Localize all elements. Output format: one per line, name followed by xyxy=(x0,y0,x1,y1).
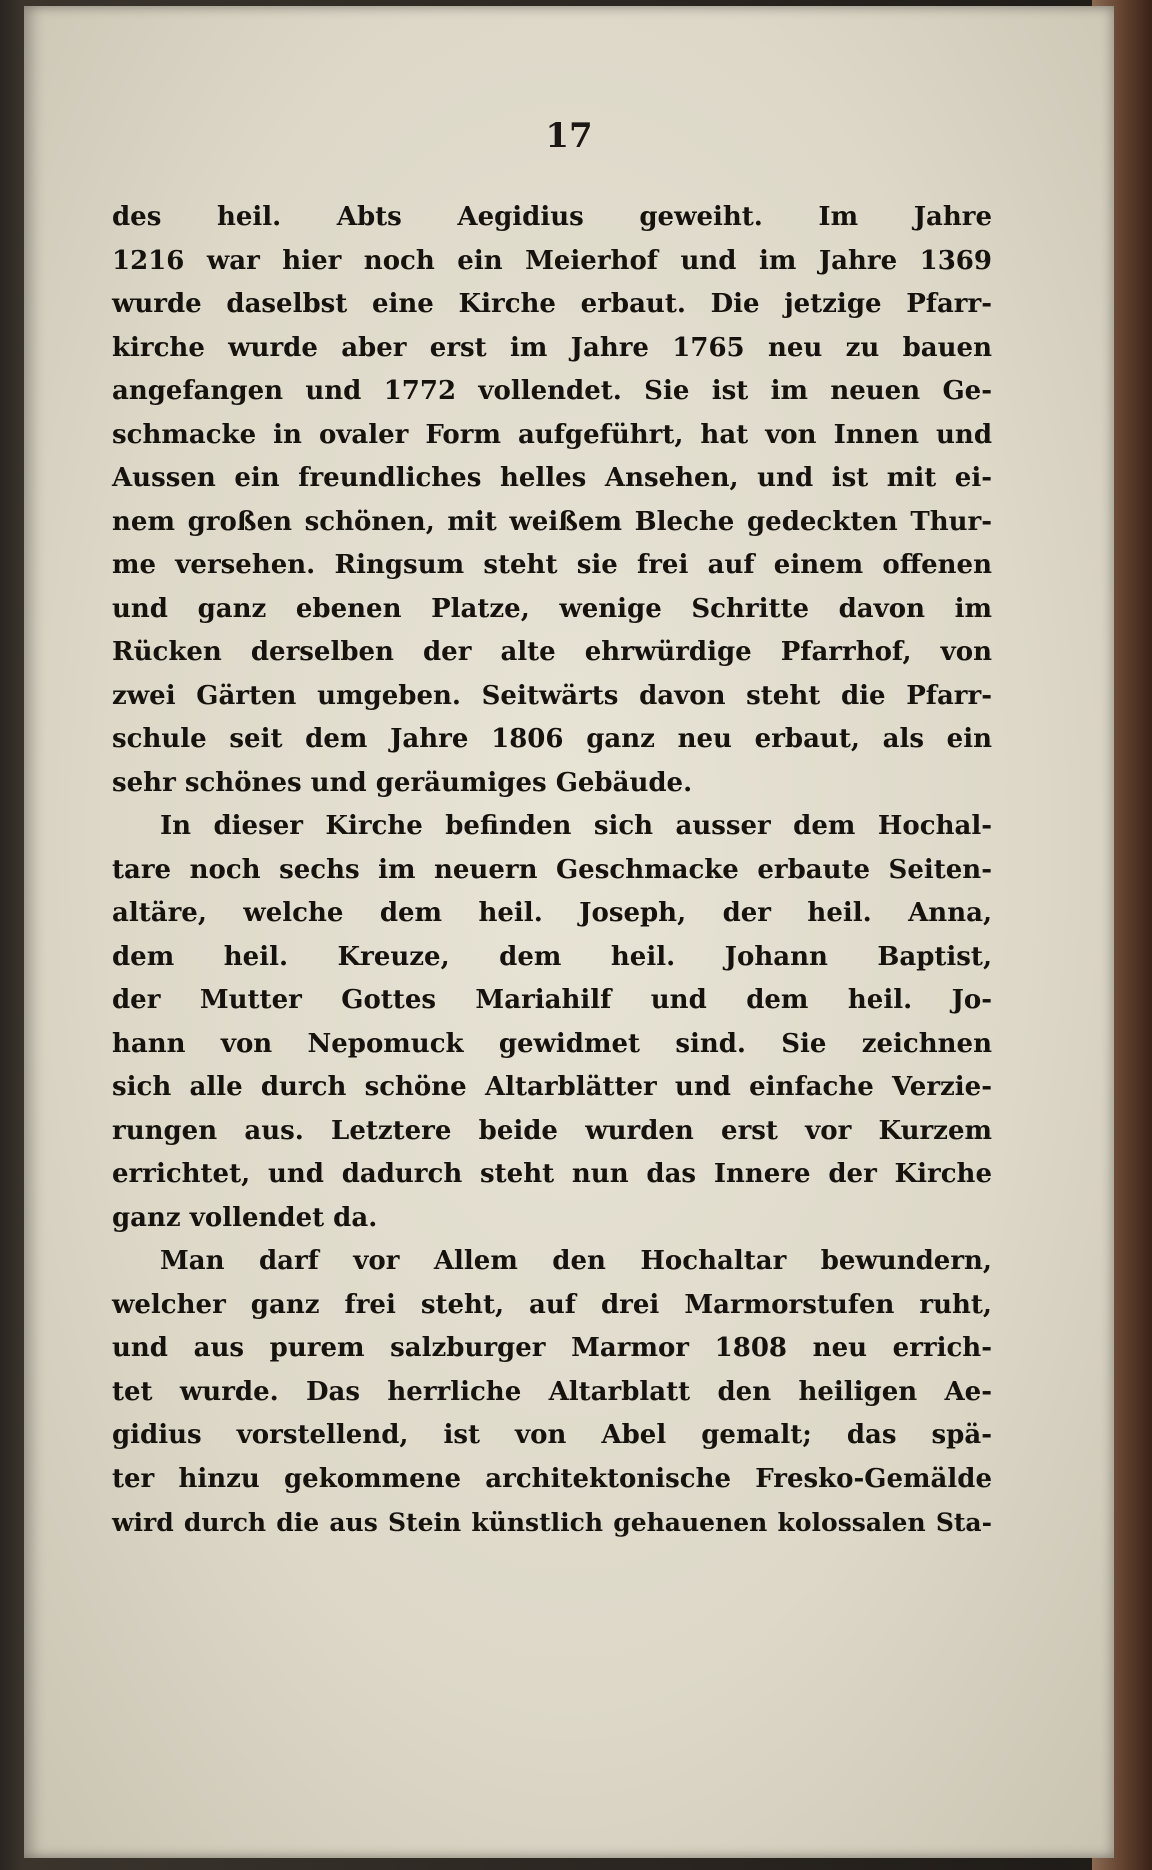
text-line: wurde daselbst eine Kirche erbaut. Die jetzige Pfarr- xyxy=(112,289,992,319)
text-line: welcher ganz frei steht, auf drei Marmorstufen ruht, xyxy=(112,1289,992,1320)
book-page xyxy=(24,6,1114,1858)
text-line: sich alle durch schöne Altarblätter und einfache Verzie- xyxy=(112,1072,992,1102)
text-line: angefangen und 1772 vollendet. Sie ist im neuen Ge- xyxy=(112,376,992,406)
text-line: schule seit dem Jahre 1806 ganz neu erbaut, als ein xyxy=(112,724,992,754)
text-line: kirche wurde aber erst im Jahre 1765 neu zu bauen xyxy=(112,332,992,363)
text-line: der Mutter Gottes Mariahilf und dem heil. Jo- xyxy=(112,985,992,1015)
text-line: errichtet, und dadurch steht nun das Innere der Kirche xyxy=(112,1159,992,1189)
text-line: gidius vorstellend, ist von Abel gemalt; das spä- xyxy=(112,1420,992,1450)
text-line: hann von Nepomuck gewidmet sind. Sie zeichnen xyxy=(112,1028,992,1059)
text-line: tare noch sechs im neuern Geschmacke erbaute Seiten- xyxy=(112,854,992,885)
text-line: und ganz ebenen Platze, wenige Schritte davon im xyxy=(112,593,992,624)
text-line: ganz vollendet da. xyxy=(112,1202,378,1233)
text-line: wird durch die aus Stein künstlich gehauenen kolossalen Sta- xyxy=(112,1508,992,1537)
text-line: sehr schönes und geräumiges Gebäude. xyxy=(112,767,693,798)
text-line: zwei Gärten umgeben. Seitwärts davon steht die Pfarr- xyxy=(112,680,992,711)
text-line: dem heil. Kreuze, dem heil. Johann Baptist, xyxy=(112,941,992,972)
text-line: des heil. Abts Aegidius geweiht. Im Jahre xyxy=(112,202,992,232)
text-line: nem großen schönen, mit weißem Bleche gedeckten Thur- xyxy=(112,506,992,537)
text-line: tet wurde. Das herrliche Altarblatt den heiligen Ae- xyxy=(112,1376,992,1407)
text-line: rungen aus. Letztere beide wurden erst vor Kurzem xyxy=(112,1115,992,1146)
text-line: und aus purem salzburger Marmor 1808 neu errich- xyxy=(112,1333,992,1363)
text-line: In dieser Kirche befinden sich ausser dem Hochal- xyxy=(160,811,992,841)
text-line: Man darf vor Allem den Hochaltar bewundern, xyxy=(160,1246,992,1276)
page-number: 17 xyxy=(545,116,593,156)
text-line: ter hinzu gekommene architektonische Fresko-Gemälde xyxy=(112,1463,992,1494)
text-line: schmacke in ovaler Form aufgeführt, hat von Innen und xyxy=(112,419,992,450)
text-line: 1216 war hier noch ein Meierhof und im Jahre 1369 xyxy=(112,245,992,276)
body-text xyxy=(112,196,992,1545)
text-line: Aussen ein freundliches helles Ansehen, und ist mit ei- xyxy=(112,463,992,493)
text-line: me versehen. Ringsum steht sie frei auf einem offenen xyxy=(112,550,992,580)
text-line: Rücken derselben der alte ehrwürdige Pfarrhof, von xyxy=(112,637,992,667)
text-line: altäre, welche dem heil. Joseph, der heil. Anna, xyxy=(112,898,992,928)
